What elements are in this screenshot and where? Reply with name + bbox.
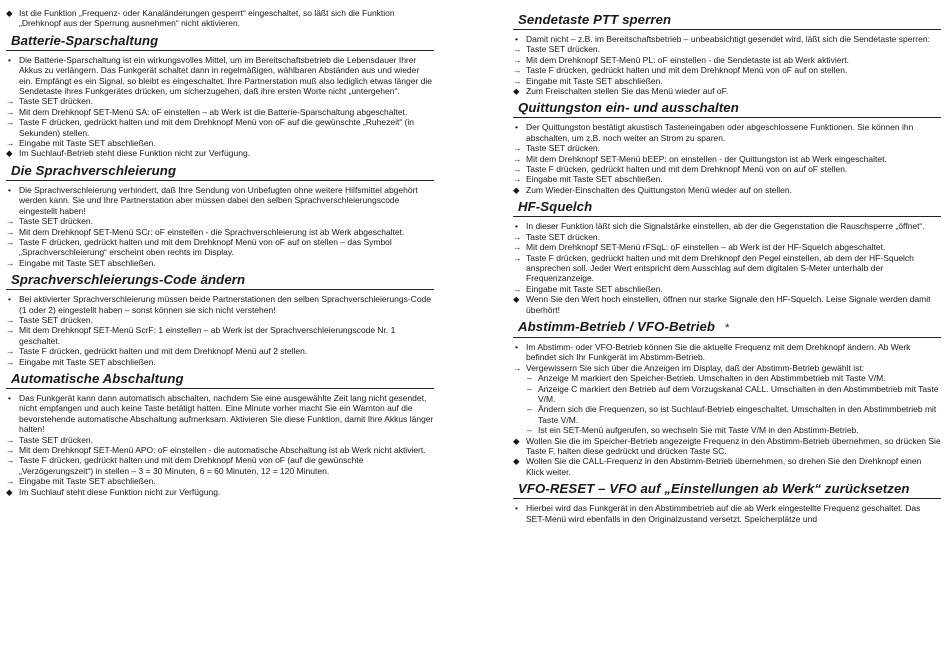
section-heading bbox=[6, 272, 434, 290]
arrow-right-icon: → bbox=[6, 106, 15, 117]
arrow-line bbox=[6, 357, 434, 367]
line-text: Ist ein SET-Menü aufgerufen, so wechseln Sie mit Taste V/M in den Abstimm-Betrieb. bbox=[538, 425, 859, 436]
line-text: Mit dem Drehknopf SET-Menü PL: oF einstellen - die Sendetaste ist ab Werk aktiviert. bbox=[526, 54, 849, 65]
section bbox=[513, 481, 941, 524]
line-text: Eingabe mit Taste SET abschließen. bbox=[19, 356, 156, 367]
section-heading-text: Die Sprachverschleierung bbox=[11, 162, 177, 178]
diamond-icon: ◆ bbox=[513, 435, 520, 446]
section bbox=[513, 199, 941, 315]
section-heading bbox=[6, 163, 434, 181]
arrow-line bbox=[6, 237, 434, 258]
dash-icon: – bbox=[527, 383, 532, 394]
asterisk-mark: * bbox=[725, 321, 730, 334]
line-text: Eingabe mit Taste SET abschließen. bbox=[19, 257, 156, 268]
left-column bbox=[6, 8, 434, 497]
section-heading bbox=[513, 12, 941, 30]
arrow-right-icon: → bbox=[6, 226, 15, 237]
bullet-icon: • bbox=[8, 392, 11, 403]
section-heading bbox=[513, 319, 941, 338]
bullet-line bbox=[6, 294, 434, 315]
section-heading-text: Batterie-Sparschaltung bbox=[11, 32, 159, 48]
bullet-icon: • bbox=[8, 184, 11, 195]
line-text: Vergewissern Sie sich über die Anzeigen im Display, daß der Abstimm-Betrieb gewählt ist: bbox=[526, 362, 865, 373]
line-text: Taste F drücken, gedrückt halten und mit dem Drehknopf Menü auf 2 stellen. bbox=[19, 346, 308, 357]
line-text: Taste F drücken, gedrückt halten und mit dem Drehknopf Menü von oF auf on stellen – das Symbol „Sprachverschleierung“ erscheint oben rechts im Display. bbox=[19, 236, 392, 258]
line-text: Anzeige C markiert den Betrieb auf dem Vorzugskanal CALL. Umschalten in den Abstimmbetrieb mit Taste V/M. bbox=[538, 383, 939, 404]
section-heading bbox=[6, 33, 434, 51]
arrow-right-icon: → bbox=[6, 356, 15, 367]
section bbox=[6, 371, 434, 497]
diamond-line bbox=[513, 185, 941, 195]
arrow-line bbox=[6, 315, 434, 325]
arrow-right-icon: → bbox=[513, 242, 522, 253]
bullet-line bbox=[513, 122, 941, 143]
sub-line bbox=[513, 404, 941, 425]
bullet-line bbox=[6, 55, 434, 97]
arrow-line bbox=[6, 435, 434, 445]
bullet-line bbox=[6, 185, 434, 216]
section bbox=[6, 163, 434, 268]
arrow-right-icon: → bbox=[513, 153, 522, 164]
diamond-icon: ◆ bbox=[6, 148, 13, 159]
line-text: Taste SET drücken. bbox=[526, 231, 601, 242]
section-heading-text: Sprachverschleierungs-Code ändern bbox=[11, 272, 246, 288]
section bbox=[513, 319, 941, 477]
section-heading-text: VFO-RESET – VFO auf „Einstellungen ab Werk“ zurücksetzen bbox=[518, 481, 910, 497]
section-heading-text: Quittungston ein- und ausschalten bbox=[518, 100, 739, 116]
arrow-right-icon: → bbox=[6, 314, 15, 325]
line-text: Mit dem Drehknopf SET-Menü SCr: oF einstellen - die Sprachverschleierung ist ab Werk abgeschaltet. bbox=[19, 226, 405, 237]
arrow-line bbox=[6, 455, 434, 476]
arrow-line bbox=[513, 154, 941, 164]
bullet-line bbox=[513, 503, 941, 524]
arrow-line bbox=[6, 96, 434, 106]
line-text: Wenn Sie den Wert hoch einstellen, öffnen nur starke Signale den HF-Squelch. Leise Signale werden damit überhört! bbox=[526, 294, 931, 315]
arrow-line bbox=[6, 445, 434, 455]
section-heading-text: Automatische Abschaltung bbox=[11, 370, 184, 386]
line-text: Damit nicht – z.B. im Bereitschaftsbetrieb – unbeabsichtigt gesendet wird, läßt sich die Sendetaste sperren: bbox=[526, 34, 930, 44]
line-text: Anzeige M markiert den Speicher-Betrieb. Umschalten in den Abstimmbetrieb mit Taste V/M. bbox=[538, 373, 886, 384]
arrow-line bbox=[6, 258, 434, 268]
section-heading bbox=[513, 199, 941, 217]
section bbox=[513, 12, 941, 96]
line-text: Wollen Sie die CALL-Frequenz in den Abstimm-Betrieb übernehmen, so drehen Sie den Drehknopf einen Klick weiter. bbox=[526, 456, 922, 477]
diamond-line bbox=[513, 436, 941, 457]
bullet-icon: • bbox=[515, 503, 518, 514]
diamond-line bbox=[513, 294, 941, 315]
line-text: Eingabe mit Taste SET abschließen. bbox=[526, 75, 663, 86]
line-text: Taste SET drücken. bbox=[19, 314, 94, 325]
line-text: Taste F drücken, gedrückt halten und mit dem Drehknopf Menü von oF auf on stellen. bbox=[526, 65, 848, 76]
arrow-right-icon: → bbox=[6, 346, 15, 357]
line-text: Taste F drücken, gedrückt halten und mit dem Drehknopf den Pegel einstellen, ab dem der HF-Squelch ansprechen soll. Jeder Wert entspricht dem Ausschlag auf dem digitalen S-Meter unterhalb der Frequenzanzeige. bbox=[526, 252, 914, 284]
section-heading-text: HF-Squelch bbox=[518, 199, 593, 215]
dash-icon: – bbox=[527, 404, 532, 415]
diamond-icon: ◆ bbox=[513, 294, 520, 305]
arrow-right-icon: → bbox=[6, 117, 15, 128]
bullet-icon: • bbox=[515, 122, 518, 133]
diamond-line bbox=[6, 8, 434, 29]
arrow-line bbox=[513, 76, 941, 86]
sub-line bbox=[513, 425, 941, 435]
arrow-line bbox=[513, 55, 941, 65]
arrow-right-icon: → bbox=[6, 445, 15, 455]
arrow-line bbox=[513, 65, 941, 75]
line-text: Bei aktivierter Sprachverschleierung müssen beide Partnerstationen den selben Sprachverschleierungs-Code (1 oder 2) eingestellt haben – sonst können sie sich nicht verstehen! bbox=[19, 294, 432, 315]
diamond-icon: ◆ bbox=[6, 486, 13, 497]
section bbox=[513, 100, 941, 195]
arrow-right-icon: → bbox=[513, 54, 522, 65]
line-text: Taste SET drücken. bbox=[19, 96, 94, 107]
bullet-line bbox=[6, 393, 434, 435]
line-text: Die Batterie-Sparschaltung ist ein wirkungsvolles Mittel, um im Bereitschaftsbetrieb die Lebensdauer Ihrer Akkus zu verlängern. Das Funkgerät schaltet dann in regelmäßigen, wählbaren Abständen aus und wieder ein. Empfängt es ein Signal, so bleibt es eingeschaltet. Ihre Partnerstation muß also lediglich etwas länger die Sendetaste ihres Funkgerätes drücken, um sicherzugehen, daß ihre ersten Worte nicht „untergehen“. bbox=[19, 54, 432, 97]
arrow-line bbox=[6, 476, 434, 486]
line-text: Im Suchlauf-Betrieb steht diese Funktion nicht zur Verfügung. bbox=[19, 148, 251, 159]
diamond-icon: ◆ bbox=[513, 86, 520, 97]
arrow-line bbox=[513, 164, 941, 174]
arrow-line bbox=[513, 363, 941, 373]
arrow-right-icon: → bbox=[513, 231, 522, 242]
diamond-line bbox=[6, 148, 434, 158]
line-text: Mit dem Drehknopf SET-Menü SA: oF einstellen – ab Werk ist die Batterie-Sparschaltung abgeschaltet. bbox=[19, 106, 408, 117]
line-text: Mit dem Drehknopf SET-Menü rFSqL: oF einstellen – ab Werk ist der HF-Squelch abgeschaltet. bbox=[526, 242, 886, 253]
bullet-line bbox=[513, 34, 941, 44]
line-text: Eingabe mit Taste SET abschließen. bbox=[19, 476, 156, 487]
arrow-line bbox=[6, 325, 434, 346]
section-heading-text: Sendetaste PTT sperren bbox=[518, 12, 672, 27]
arrow-right-icon: → bbox=[6, 96, 15, 107]
arrow-right-icon: → bbox=[513, 164, 522, 175]
bullet-icon: • bbox=[515, 341, 518, 352]
arrow-line bbox=[6, 346, 434, 356]
line-text: Mit dem Drehknopf SET-Menü ScrF: 1 einstellen – ab Werk ist der Sprachverschleierungscode Nr. 1 geschaltet. bbox=[19, 325, 396, 346]
arrow-line bbox=[6, 216, 434, 226]
arrow-right-icon: → bbox=[6, 434, 15, 445]
diamond-icon: ◆ bbox=[513, 184, 520, 195]
arrow-line bbox=[6, 117, 434, 138]
right-column bbox=[513, 8, 941, 524]
section-heading bbox=[6, 371, 434, 389]
line-text: Im Suchlauf steht diese Funktion nicht zur Verfügung. bbox=[19, 486, 221, 497]
diamond-line bbox=[513, 456, 941, 477]
arrow-right-icon: → bbox=[513, 252, 522, 263]
arrow-right-icon: → bbox=[513, 44, 522, 55]
arrow-right-icon: → bbox=[513, 143, 522, 154]
line-text: Taste F drücken, gedrückt halten und mit dem Drehknopf Menü von oF auf die gewünschte „Ruhezeit“ (in Sekunden) stellen. bbox=[19, 117, 414, 138]
line-text: Zum Freischalten stellen Sie das Menü wieder auf oF. bbox=[526, 86, 729, 97]
bullet-icon: • bbox=[8, 54, 11, 65]
arrow-line bbox=[6, 227, 434, 237]
arrow-right-icon: → bbox=[513, 75, 522, 86]
line-text: Eingabe mit Taste SET abschließen. bbox=[526, 283, 663, 294]
sub-line bbox=[513, 373, 941, 383]
arrow-right-icon: → bbox=[6, 236, 15, 247]
line-text: Im Abstimm- oder VFO-Betrieb können Sie die aktuelle Frequenz mit dem Drehknopf ändern. Ab Werk befindet sich Ihr Funkgerät im Abstimm-Betrieb. bbox=[526, 341, 911, 363]
arrow-line bbox=[6, 138, 434, 148]
line-text: Wollen Sie die im Speicher-Betrieb angezeigte Frequenz in den Abstimm-Betrieb übernehmen, so drücken Sie Taste F, halten diese gedrückt und drücken Taste SC. bbox=[526, 435, 941, 456]
bullet-icon: • bbox=[515, 34, 518, 44]
arrow-right-icon: → bbox=[513, 174, 522, 185]
line-text: Der Quittungston bestätigt akustisch Tasteneingaben oder abgeschlossene Funktionen. Sie können ihn abschalten, um z.B. noch weiter an Strom zu sparen. bbox=[526, 122, 914, 143]
line-text: Taste SET drücken. bbox=[526, 143, 601, 154]
line-text: Taste F drücken, gedrückt halten und mit dem Drehknopf Menü von on auf oF stellen. bbox=[526, 164, 848, 175]
line-text: Die Sprachverschleierung verhindert, daß Ihre Sendung von Unbefugten ohne weitere Hilfsmittel abgehört werden kann. Sie und Ihre Partnerstation aber müssen dabei den selben Sprachverschleierungscode eingestellt haben! bbox=[19, 184, 418, 216]
bullet-icon: • bbox=[515, 221, 518, 232]
sub-line bbox=[513, 384, 941, 405]
section-heading bbox=[513, 481, 941, 499]
diamond-line bbox=[513, 86, 941, 96]
line-text: Eingabe mit Taste SET abschließen. bbox=[526, 174, 663, 185]
arrow-right-icon: → bbox=[6, 257, 15, 268]
section bbox=[6, 272, 434, 367]
line-text: In dieser Funktion läßt sich die Signalstärke einstellen, ab der die Gegenstation die Rauschsperre „öffnet“. bbox=[526, 221, 925, 232]
line-text: Taste F drücken, gedrückt halten und mit dem Drehknopf Menü von oF (auf die gewünschte „Verzögerungszeit“) in stellen – 3 = 30 Minuten, 6 = 60 Minuten, 12 = 120 Minuten. bbox=[19, 455, 364, 476]
arrow-line bbox=[513, 284, 941, 294]
line-text: Hierbei wird das Funkgerät in den Abstimmbetrieb auf die ab Werk eingestellte Frequenz geschaltet. Das SET-Menü wird ebenfalls in den Originalzustand versetzt. Speicherplätze und bbox=[526, 503, 921, 524]
section-heading-text: Abstimm-Betrieb / VFO-Betrieb bbox=[518, 318, 716, 334]
bullet-line bbox=[513, 221, 941, 231]
arrow-right-icon: → bbox=[6, 455, 15, 466]
bullet-icon: • bbox=[8, 294, 11, 305]
section bbox=[6, 33, 434, 159]
line-text: Zum Wieder-Einschalten des Quittungston Menü wieder auf on stellen. bbox=[526, 184, 792, 195]
line-text: Ändern sich die Frequenzen, so ist Suchlauf-Betrieb eingeschaltet. Umschalten in den Abstimmbetrieb mit Taste V/M. bbox=[538, 404, 937, 425]
arrow-right-icon: → bbox=[513, 362, 522, 373]
arrow-line bbox=[6, 107, 434, 117]
line-text: Mit dem Drehknopf SET-Menü APO: oF einstellen - die automatische Abschaltung ist ab Werk nicht aktiviert. bbox=[19, 445, 426, 455]
arrow-right-icon: → bbox=[513, 283, 522, 294]
arrow-right-icon: → bbox=[6, 216, 15, 227]
diamond-line bbox=[6, 487, 434, 497]
dash-icon: – bbox=[527, 425, 532, 436]
arrow-line bbox=[513, 174, 941, 184]
dash-icon: – bbox=[527, 373, 532, 384]
arrow-right-icon: → bbox=[6, 138, 15, 149]
diamond-icon: ◆ bbox=[6, 8, 13, 18]
arrow-line bbox=[513, 232, 941, 242]
line-text: Mit dem Drehknopf SET-Menü bEEP: on einstellen - der Quittungston ist ab Werk eingeschaltet. bbox=[526, 153, 887, 164]
arrow-line bbox=[513, 44, 941, 54]
section bbox=[6, 8, 434, 29]
line-text: Ist die Funktion „Frequenz- oder Kanaländerungen gesperrt“ eingeschaltet, so läßt sich die Funktion „Drehknopf aus der Sperrung ausnehmen“ nicht aktivieren. bbox=[19, 8, 395, 29]
arrow-line bbox=[513, 143, 941, 153]
line-text: Eingabe mit Taste SET abschließen. bbox=[19, 138, 156, 149]
line-text: Taste SET drücken. bbox=[19, 434, 94, 445]
line-text: Taste SET drücken. bbox=[526, 44, 601, 55]
diamond-icon: ◆ bbox=[513, 456, 520, 467]
arrow-right-icon: → bbox=[513, 65, 522, 76]
arrow-line bbox=[513, 253, 941, 284]
arrow-right-icon: → bbox=[6, 476, 15, 487]
arrow-line bbox=[513, 242, 941, 252]
arrow-right-icon: → bbox=[6, 325, 15, 336]
section-heading bbox=[513, 100, 941, 118]
bullet-line bbox=[513, 342, 941, 363]
line-text: Taste SET drücken. bbox=[19, 216, 94, 227]
line-text: Das Funkgerät kann dann automatisch abschalten, nachdem Sie eine ausgewählte Zeit lang nicht gesendet, nicht empfangen und auch keine Taste betätigt hatten. Eine Minute vorher macht Sie ein Warnton auf die bevorstehende automatische Abschaltung aufmerksam. Aktivieren Sie diese Funktion, damit Ihre Akkus länger halten! bbox=[19, 392, 434, 435]
